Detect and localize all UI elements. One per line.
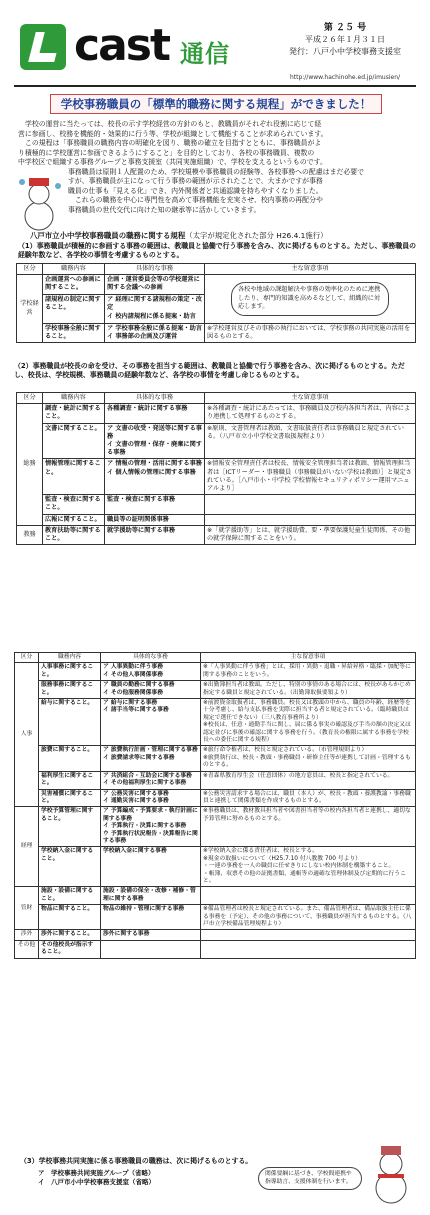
task-cell: 就学援助等に関する事務	[105, 525, 205, 544]
duty-cell: 文書に関すること。	[43, 423, 105, 459]
table-section-1	[16, 263, 416, 343]
table-row	[17, 323, 416, 342]
table-row	[15, 847, 416, 887]
section-3-heading: （3）学校事務共同実施に係る事務職員の職務は、次に掲げるものとする。	[20, 1157, 253, 1165]
url: http://www.hachinohe.ed.jp/imusien/	[289, 74, 401, 81]
speech-balloon: 関係要綱に基づき、学校間連携や指導助言、支援体制を行います。	[258, 1167, 362, 1190]
snowman-icon	[368, 1140, 414, 1206]
duty-cell: 給与に関すること。	[39, 699, 101, 746]
table-header-row	[15, 653, 416, 663]
speech-balloon: 各校や地域の課題解決や事務の効率化のために連携したり、専門的知識を高めるなどして、組織的に対応します。	[231, 282, 389, 316]
issue-number: 第 ２５ 号	[323, 23, 367, 33]
duty-cell: 旅費に関すること。	[39, 746, 101, 771]
task-cell: ア 給与に関する事務 イ 諸手当等に関する事務	[101, 699, 201, 746]
duty-cell: 教育扶助等に関すること。	[43, 525, 105, 544]
list-item: ア 学校事務共同実施グループ（省略）	[38, 1169, 155, 1177]
duty-cell: 渉外に関すること。	[39, 930, 101, 940]
duty-cell: 諸規程の制定に関すること。	[43, 295, 105, 323]
table-row	[17, 404, 416, 423]
intro-line: 職員の仕事も「見える化」でき、内外関係者と共通認識を持ちやすくなりました。	[68, 186, 323, 195]
note-cell: ※学校納入金に係る責任者は、校長とする。 ※現金の取扱いについて（H25.7.10 付八教教 700 号より） ・一連の事務を一人の職員に任せきりにしない校内体制を構築すること。 ・帳簿、収票その他の証拠書類、通帳等の適確な管理体制及び定期的に行うこと。	[201, 847, 416, 887]
note-cell: ※出勤簿担当者は教頭。ただし、特別の事情のある場合には、校長があらかじめ指定する職員と規定されている。（出勤簿取扱要領より）	[201, 681, 416, 699]
col-header: 具体的な事務	[105, 264, 205, 275]
task-cell: 企画・運営委員会等の学校運営に関する会議への参画	[105, 275, 205, 295]
issue-info	[270, 22, 420, 58]
intro-line: り積極的に学校運営に参画できるようにすること」を目的としており、各校の事務職員、複数の	[18, 148, 315, 157]
task-cell: 学校納入金に関する事務	[101, 847, 201, 887]
intro-line: 事務職員の世代交代に向けた知の継承等に活かしていきます。	[68, 205, 261, 214]
intro-line: すが、事務職員が主になって行う事務の範囲が示されたことで、大まかですが事務	[68, 177, 323, 185]
table-row	[15, 699, 416, 746]
col-header: 職務内容	[43, 393, 105, 404]
task-cell: ア 人事異動に伴う事務 イ その他人事関係事務	[101, 663, 201, 681]
table-row	[15, 807, 416, 847]
page-1	[0, 0, 430, 600]
col-header: 具体的な事務	[101, 653, 201, 663]
col-header: 主な留意事項	[201, 653, 416, 663]
col-header: 職務内容	[39, 653, 101, 663]
note-cell	[205, 495, 416, 514]
duty-cell: その他校長が指示すること。	[39, 940, 101, 958]
note-cell: ※備品管理者は校長と規定されている。また、備品管理者は、備品取扱主任に係る事務を（予定）、その他の事務について、事務職員が担当するものとする。（八戸市立学校備品管理規程より）	[201, 905, 416, 930]
duty-cell: 情報管理に関すること。	[43, 459, 105, 495]
col-header: 区分	[17, 264, 43, 275]
note-cell: ※原則、文書管理者は教頭、文書取扱責任者は事務職員と規定されている。（八戸市立小中学校文書取扱規程より）	[205, 423, 416, 459]
table-row	[15, 681, 416, 699]
table-row	[15, 789, 416, 807]
task-cell	[101, 940, 201, 958]
list-item: イ 八戸市小中学校事務支援室（省略）	[38, 1178, 155, 1186]
table-row	[15, 930, 416, 940]
col-header: 主な留意事項	[205, 264, 416, 275]
note-cell	[205, 275, 416, 324]
page-2	[0, 612, 430, 1212]
duty-cell: 服務事務に関すること。	[39, 681, 101, 699]
category-cell: 教務	[17, 525, 43, 544]
duty-cell: 監査・検査に関すること。	[43, 495, 105, 514]
duty-cell: 施設・設備に関すること。	[39, 887, 101, 905]
task-cell: 職員等の証明関係事務	[105, 514, 205, 525]
note-cell	[201, 940, 416, 958]
brand-name: cast	[74, 20, 169, 71]
table-row	[15, 746, 416, 771]
table-section-2	[16, 392, 416, 545]
duty-cell: 災害補償に関すること。	[39, 789, 101, 807]
table-row	[15, 940, 416, 958]
task-cell: ア 予算編成・予算要求・執行計画に関する事務 イ 予算執行・決算に関する事務 ウ 予算執行状況報告・決算報告に関する事務	[101, 807, 201, 847]
task-cell: ア 旅費執行計画・管理に関する事務 イ 旅費請求等に関する事務	[101, 746, 201, 771]
task-cell: ア 文書の收受・発送等に関する事務 イ 文書の管理・保存・廃棄に関する事務	[105, 423, 205, 459]
task-cell: 渉外に関する事務	[101, 930, 201, 940]
table-row	[17, 495, 416, 514]
intro-line: 事務職員は原則１人配置のため、学校規模や事務職員の経験等、各校事務への配慮はまだ必要で	[68, 167, 365, 176]
table-row	[15, 905, 416, 930]
table-row	[15, 771, 416, 789]
page-title: 学校事務職員の「標準的職務に関する規程」ができました！	[50, 94, 382, 114]
intro-line: これらの職務を中心に専門性を高めて事務機能を充実させ、校内事務の再配分や	[75, 196, 323, 204]
duty-cell: 物品に関すること。	[39, 905, 101, 930]
header	[14, 12, 416, 87]
intro-line: 営に参画し、校務を機能的・効果的に行う等、学校が組織として機能することが求められています。	[18, 129, 328, 138]
table-row	[17, 514, 416, 525]
rule-title: 八戸市立小中学校事務職員の職務に関する規程	[30, 231, 186, 240]
section-1-heading: （1）事務職員が積極的に参画する事務の範囲は、教職員と協働で行う事務を含み、次に掲げるものとする。ただし、事務職員の経験年数など、各学校の事情を考慮するものとする。	[18, 242, 416, 260]
duty-cell: 調査・統計に関すること。	[43, 404, 105, 423]
task-cell: ア 学校事務全般に係る提案・助言 イ 事務部の企画及び運営	[105, 323, 205, 342]
intro-line: 中学校区で組織する事務グループと事務支援室（共同実施組織）で、学校を支えるというものです。	[18, 158, 327, 166]
table-row	[17, 275, 416, 295]
duty-cell: 学校事務全般に関すること。	[43, 323, 105, 342]
note-cell	[201, 887, 416, 905]
note-cell: ※前渡資金取扱者は、事務職員。校長又は教頭の中から、職員の年齢、経歴等を十分考慮し、給与支払事務を実際に担当する者と規定されている。（臨時職員は規定で選任できない）（三八教育事務所より） ※校長は、任意・通勤手当に関し、届に係る事実の確認及び手当の額の決定又は認定並びに事後の確認に関する事務を行う。（教育長の権限に属する事務を学校長への委任に関する規程）	[201, 699, 416, 746]
category-cell: 管財	[15, 887, 39, 930]
category-cell: その他	[15, 940, 39, 958]
category-cell: 経理	[15, 807, 39, 887]
note-cell: ※事務職員は、教材教具担当者や図書担当者等の校内各担当者と連携し、適切な予算管理に努めるものとする。	[201, 807, 416, 847]
note-cell: ※「人事異動に伴う事務」とは、採用・異動・退職・昇給昇格・臨採・加配等に関する事務のことをいう。	[201, 663, 416, 681]
category-cell: 渉外	[15, 930, 39, 940]
intro-line: この規程は「事務職員の職務内容の明確化を図り、職務の確立を目指すとともに、事務職員がよ	[25, 139, 322, 147]
note-cell	[201, 930, 416, 940]
col-header: 具体的な事務	[105, 393, 205, 404]
task-cell: ア 公務災害に関する事務 イ 通勤災害に関する事務	[101, 789, 201, 807]
category-cell: 総務	[17, 404, 43, 526]
table-row	[15, 887, 416, 905]
table-row	[17, 525, 416, 544]
category-cell: 人事	[15, 663, 39, 807]
duty-cell: 福利厚生に関すること。	[39, 771, 101, 789]
intro-line: 学校の運営に当たっては、校長の示す学校経営の方針のもと、教職員がそれぞれ役割に応じて経	[25, 120, 322, 128]
note-cell	[205, 514, 416, 525]
table-row	[15, 663, 416, 681]
task-cell: 各種調査・統計に関する事務	[105, 404, 205, 423]
duty-cell: 人事事務に関すること。	[39, 663, 101, 681]
task-cell: ア 共済組合・互助会に関する事務 イ その他福利厚生に関する事務	[101, 771, 201, 789]
note-cell: ※各種調査・統計にあたっては、事務職員及び校内各担当者は、内容により連携して処理するものとする。	[205, 404, 416, 423]
col-header: 区分	[17, 393, 43, 404]
snowman-icon	[14, 172, 64, 234]
rule-note: （太字が規定化された部分 H26.4.1施行）	[185, 231, 328, 240]
task-cell: 施設・設備の保全・改修・補修・管理に関する事務	[101, 887, 201, 905]
brand-suffix: 通信	[180, 40, 230, 68]
note-cell: ※公務災害請求する場合には、職員（本人）が、校長・教頭・養護教諭・事務職員と連携して関係書類を作成するものとする。	[201, 789, 416, 807]
table-header-row	[17, 264, 416, 275]
duty-cell: 企画運営への参画に関すること。	[43, 275, 105, 295]
task-cell: ア 職員の勤務に関する事務 イ その他服務関係事務	[101, 681, 201, 699]
col-header: 職務内容	[43, 264, 105, 275]
col-header: 主な留意事項	[205, 393, 416, 404]
task-cell: ア 情報の管理・活用に関する事務 イ 個人情報の管理に関する事務	[105, 459, 205, 495]
task-cell: ア 経理に関する諸規程の策定・改定 イ 校内諸規程に係る提案・助言	[105, 295, 205, 323]
duty-cell: 学校納入金に関すること。	[39, 847, 101, 887]
category-cell: 学校経営	[17, 275, 43, 343]
section-3-list	[38, 1169, 155, 1187]
note-cell: ※「就学援助等」とは、就学援助費、要・準要保護児童生徒関係、その他の就学保障に関することをいう。	[205, 525, 416, 544]
issue-date: 平成２６年１月３１日	[305, 35, 385, 44]
task-cell: 物品の維持・管理に関する事務	[101, 905, 201, 930]
table-row	[17, 459, 416, 495]
note-cell: ※青森県教育厚生会（任意団体）の地方窓員は、校長と指定されている。	[201, 771, 416, 789]
note-cell: ※情報安全管理責任者は校長、情報安全管理担当者は教頭、情報管理担当者は［ICTリーダー・事務職員（事務職員がいない学校は教頭）］と規定されている。［八戸市小・中学校 学校情報セキュリティポリシー運用マニュアルより］	[205, 459, 416, 495]
duty-cell: 広報に関すること。	[43, 514, 105, 525]
section-2-heading: （2）事務職員が校長の命を受け、その事務を担当する範囲は、教職員と協働で行う事務を含み、次に掲げるものとする。ただし、校長は、学校規模、事務職員の経験年数など、各学校の事情を考慮し命じるものとする。	[14, 362, 405, 380]
table-header-row	[17, 393, 416, 404]
cast-logo-icon	[20, 24, 66, 70]
rule-title-line	[30, 230, 328, 241]
table-row	[17, 423, 416, 459]
table-section-2-continued	[14, 652, 416, 959]
duty-cell: 学校予算管理に関すること。	[39, 807, 101, 847]
task-cell: 監査・検査に関する事務	[105, 495, 205, 514]
col-header: 区分	[15, 653, 39, 663]
note-cell: ※旅行命令権者は、校長と規定されている。（市管理規則より） ※旅費執行は、校長・教頭・事務職員・研修主任等が連携して計画・管理するものとする。	[201, 746, 416, 771]
intro-text	[18, 120, 414, 215]
note-cell: ※学校運営及びその事務の執行においては、学校事務の共同実施の活用を図るものとする。	[205, 323, 416, 342]
publisher: 発行：八戸小中学校事務支援室	[289, 47, 401, 56]
